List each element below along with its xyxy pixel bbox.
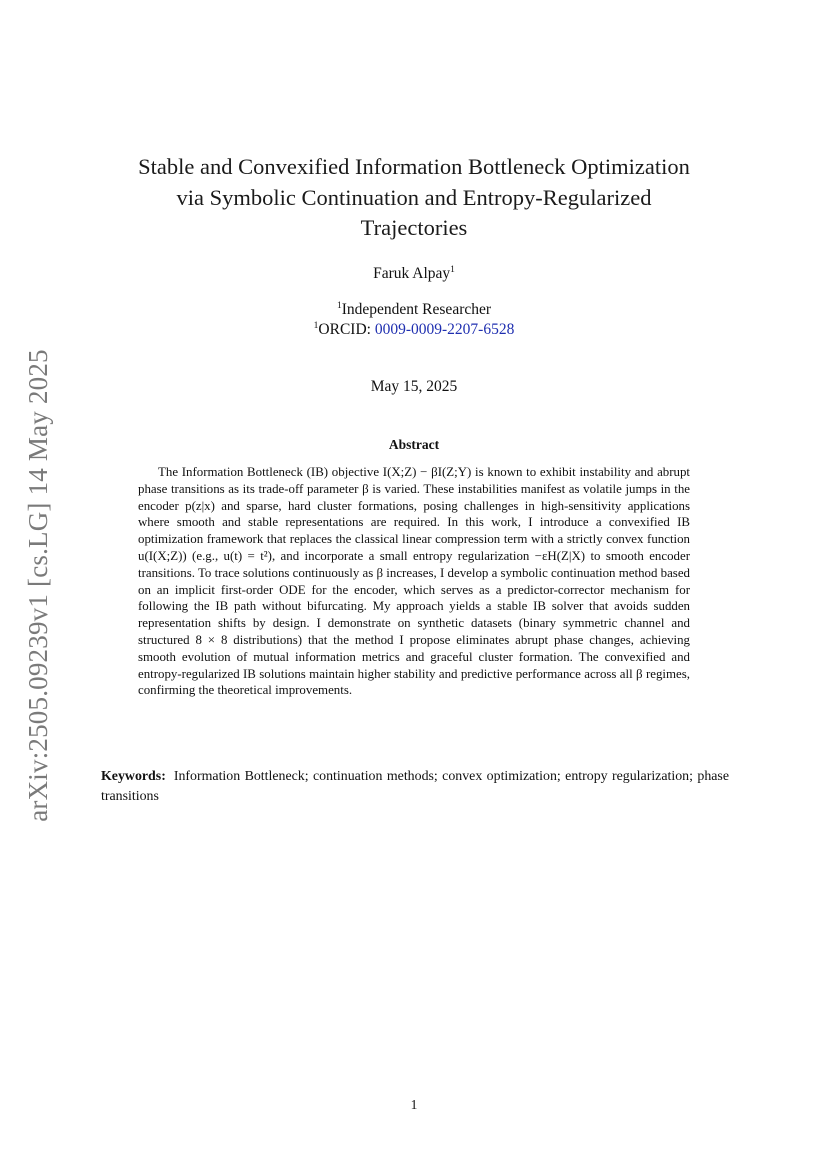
institution-name: Independent Researcher — [341, 301, 492, 318]
keywords-label: Keywords: — [101, 769, 166, 784]
abstract-text: The Information Bottleneck (IB) objective I(X;Z) − βI(Z;Y) is known to exhibit instability and abrupt phase transitions as its trade-off parameter β is varied. These instabilities manifest as volatile jumps in the encoder p(z|x) and sparse, hard cluster formations, posing challenges in high-sensitivity applications where smooth and stable representations are required. In this work, I introduce a convexified IB optimization framework that replaces the classical linear compression term with a strictly convex function u(I(X;Z)) (e.g., u(t) = t²), and incorporate a small entropy regularization −εH(Z|X) to smooth encoder transitions. To trace solutions continuously as β increases, I develop a symbolic continuation method based on an implicit first-order ODE for the encoder, which serves as a predictor-corrector mechanism for following the IB path without bifurcating. My approach yields a stable IB solver that avoids sudden representation shifts by design. I demonstrate on synthetic datasets (binary symmetric channel and structured 8 × 8 distributions) that the method I propose eliminates abrupt phase changes, achieving smooth evolution of mutual information metrics and graceful cluster formation. The convexified and entropy-regularized IB solutions maintain higher stability and predictive performance across all β regimes, confirming the theoretical improvements. — [138, 465, 690, 698]
orcid-link[interactable]: 0009-0009-2207-6528 — [374, 321, 515, 338]
affiliation-institution — [100, 300, 728, 320]
author-affiliation-mark: 1 — [450, 265, 455, 275]
author-line — [100, 264, 728, 284]
abstract-heading: Abstract — [388, 437, 440, 452]
publication-date: May 15, 2025 — [370, 378, 458, 395]
orcid-label: ORCID: — [318, 321, 375, 338]
title-line-2: via Symbolic Continuation and Entropy-Regularized — [176, 184, 652, 210]
page-number: 1 — [410, 1097, 418, 1112]
arxiv-identifier-text: arXiv:2505.09239v1 [cs.LG] 14 May 2025 — [22, 348, 53, 822]
paper-title — [100, 152, 728, 244]
affiliation-orcid — [100, 320, 728, 340]
affiliation-mark: 1 — [336, 301, 342, 311]
orcid-affiliation-mark: 1 — [313, 321, 319, 331]
author-name: Faruk Alpay — [373, 265, 451, 282]
keywords-section — [101, 767, 729, 807]
keywords-text: Information Bottleneck; continuation methods; convex optimization; entropy regularization; phase transitions — [101, 769, 729, 804]
arxiv-identifier-stamp — [12, 340, 64, 830]
title-line-1: Stable and Convexified Information Bottleneck Optimization — [138, 154, 690, 179]
title-line-3: Trajectories — [360, 215, 468, 240]
affiliation-block — [100, 300, 728, 340]
